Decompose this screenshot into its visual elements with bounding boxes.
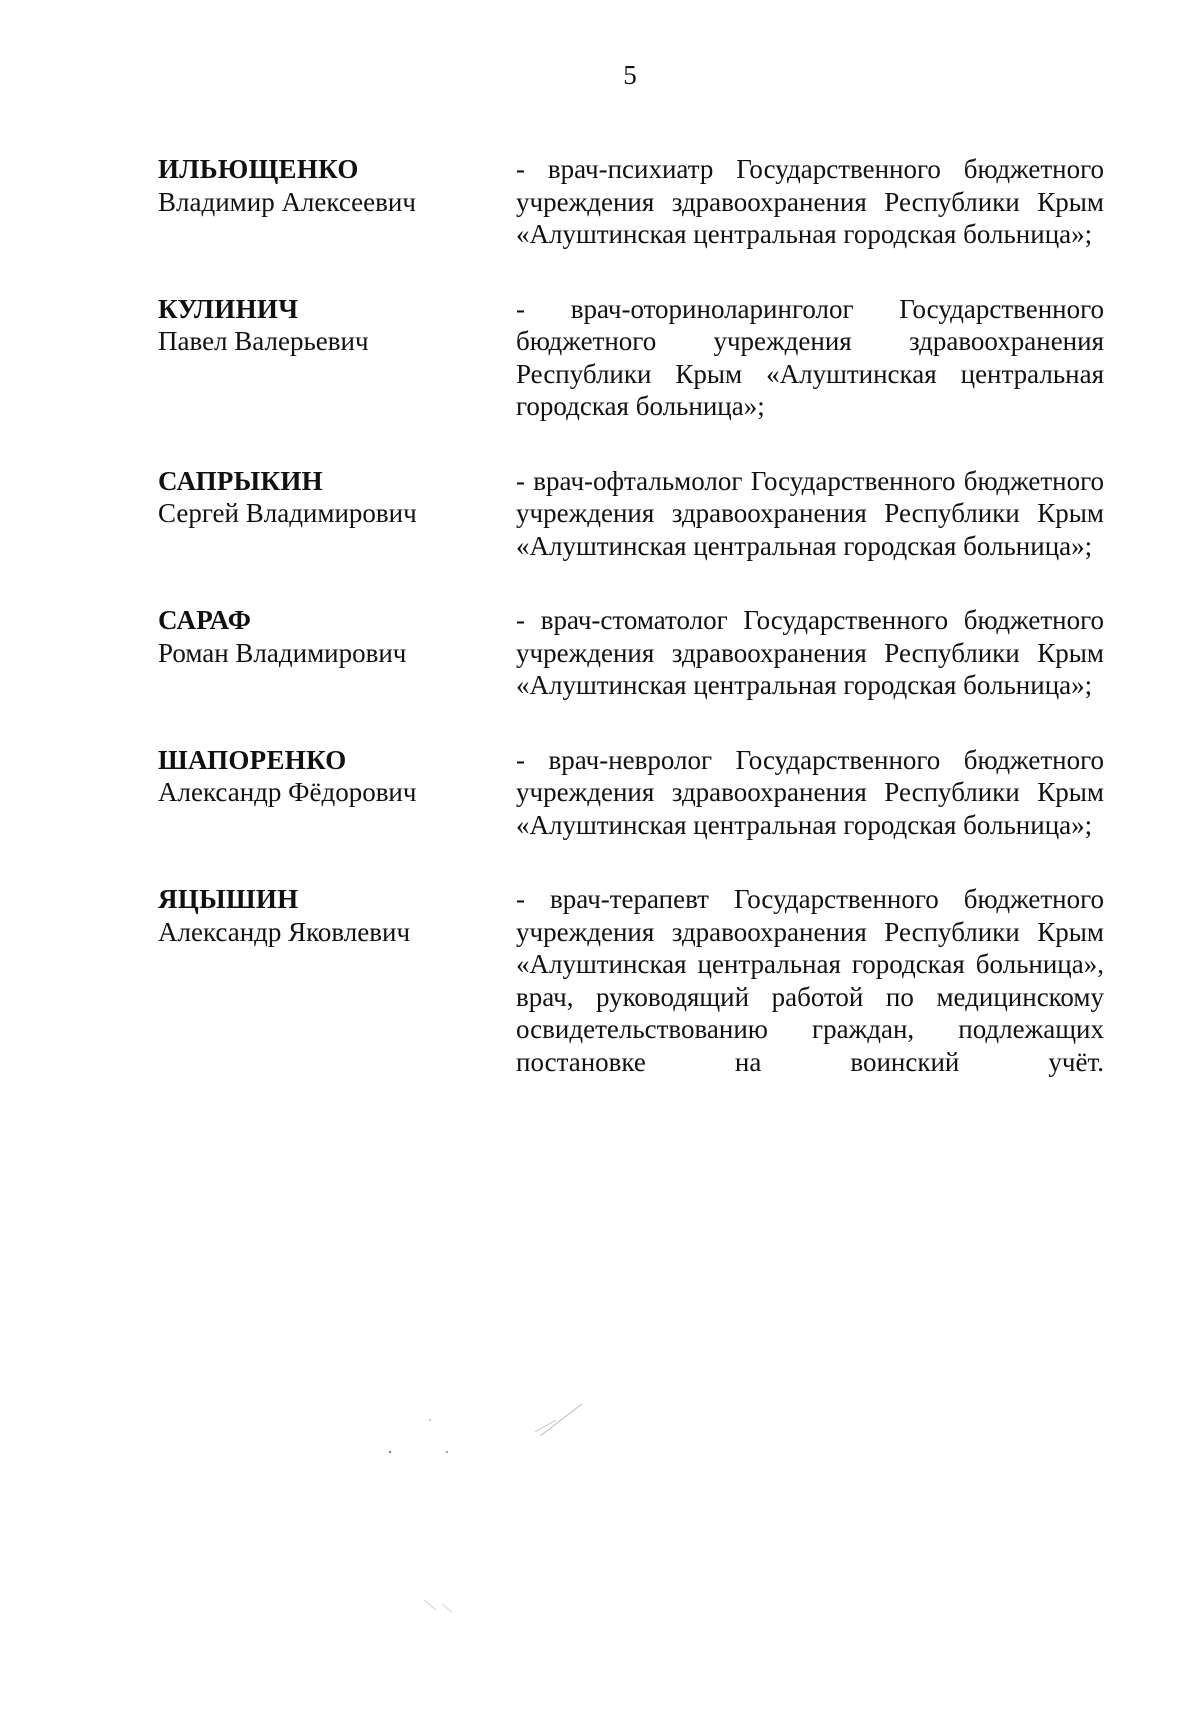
member-name-block xyxy=(158,465,516,530)
member-role: - врач-терапевт Государственного бюджетного учреждения здравоохранения Республики Крым «Алуштинская центральная городская больница», врач, руководящий работой по медицинскому освидетельствованию граждан, подлежащих постановке на воинский учёт. xyxy=(516,884,1104,1077)
member-role: - врач-офтальмолог Государственного бюджетного учреждения здравоохранения Республики Крым «Алуштинская центральная городская больница»; xyxy=(516,465,1104,561)
member-surname: ШАПОРЕНКО xyxy=(158,744,347,775)
member-name-block xyxy=(158,744,516,809)
member-given-name: Роман Владимирович xyxy=(158,637,407,668)
member-entry xyxy=(158,604,1104,702)
page-number: 5 xyxy=(623,60,637,90)
member-name-block xyxy=(158,293,516,358)
member-given-name: Павел Валерьевич xyxy=(158,326,369,356)
commission-member-list xyxy=(158,153,1104,1120)
member-role: - врач-оториноларинголог Государственного бюджетного учреждения здравоохранения Республики Крым «Алуштинская центральная городская больница»; xyxy=(516,293,1104,421)
member-name-block xyxy=(158,883,516,948)
member-given-name: Александр Яковлевич xyxy=(158,916,411,947)
member-role: - врач-стоматолог Государственного бюджетного учреждения здравоохранения Республики Крым «Алуштинская центральная городская больница»; xyxy=(516,605,1104,700)
member-role: - врач-психиатр Государственного бюджетного учреждения здравоохранения Республики Крым «Алуштинская центральная городская больница»; xyxy=(516,154,1104,249)
member-role: - врач-невролог Государственного бюджетного учреждения здравоохранения Республики Крым «Алуштинская центральная городская больница»; xyxy=(516,744,1104,840)
member-surname: ЯЦЫШИН xyxy=(158,884,299,914)
member-entry xyxy=(158,153,1104,251)
member-given-name: Александр Фёдорович xyxy=(158,777,417,807)
member-entry xyxy=(158,465,1104,563)
member-given-name: Владимир Алексеевич xyxy=(158,186,416,217)
member-entry xyxy=(158,744,1104,842)
member-surname: ИЛЬЮЩЕНКО xyxy=(158,154,359,184)
scan-specks xyxy=(360,1380,620,1720)
member-surname: САПРЫКИН xyxy=(158,465,323,496)
member-name-block xyxy=(158,153,516,218)
member-name-block xyxy=(158,604,516,669)
member-entry xyxy=(158,883,1104,1078)
member-surname: КУЛИНИЧ xyxy=(158,293,299,324)
member-given-name: Сергей Владимирович xyxy=(158,498,417,528)
member-entry xyxy=(158,293,1104,423)
member-surname: САРАФ xyxy=(158,605,252,635)
